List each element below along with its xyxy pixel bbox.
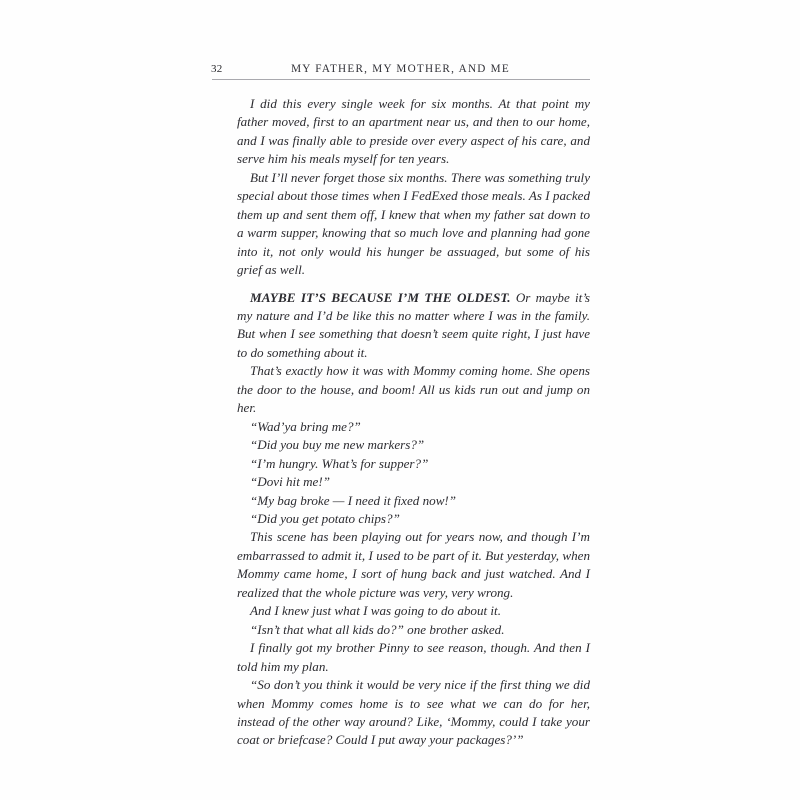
body-paragraph: But I’ll never forget those six months. There was something truly special about those times when I FedExed those meals. As I packed them up and sent them off, I knew that when my father sat down to a warm supper, knowing that so much love and planning had gone into it, not only would his hunger be assuaged, but some of his grief as well. — [237, 169, 590, 278]
dialogue-line: “My bag broke — I need it fixed now!” — [250, 492, 457, 508]
header-divider — [212, 79, 590, 80]
body-paragraph: This scene has been playing out for years now, and though I’m embarrassed to admit it, I used to be part of it. But yesterday, when Mommy came home, I sort of hung back and just watched. And I realized that the whole picture was very, very wrong. — [237, 529, 590, 600]
dialogue-line: “Wad’ya bring me?” — [250, 418, 361, 434]
dialogue-line: “Dovi hit me!” — [250, 474, 331, 490]
body-paragraph: “So don’t you think it would be very nice if the first thing we did when Mommy comes home is to see what we can do for her, instead of the other way around? Like, ‘Mommy, could I take your coat or briefcase? Could I put away your packages?’” — [237, 677, 590, 748]
section-opening-paragraph — [237, 289, 590, 363]
body-paragraph: And I knew just what I was going to do about it. — [250, 603, 501, 619]
dialogue-line: “I’m hungry. What’s for supper?” — [250, 455, 429, 471]
section-body-text: Or maybe it’s my nature and I’d be like this no matter where I was in the family. But when I see something that doesn’t seem quite right, I just have to do something about it. — [237, 289, 590, 360]
body-paragraph: That’s exactly how it was with Mommy coming home. She opens the door to the house, and boom! All us kids run out and jump on her. — [237, 363, 590, 416]
running-head — [211, 62, 590, 82]
section-lead-in: MAYBE IT’S BECAUSE I’M THE OLDEST. — [250, 289, 511, 305]
body-text-block — [237, 95, 590, 750]
dialogue-line: “Did you buy me new markers?” — [250, 437, 425, 453]
dialogue-line: “Did you get potato chips?” — [250, 510, 400, 526]
running-head-title: MY FATHER, MY MOTHER, AND ME — [291, 63, 510, 75]
page-number: 32 — [211, 63, 223, 75]
body-paragraph: “Isn’t that what all kids do?” one brother asked. — [250, 621, 505, 637]
body-paragraph: I did this every single week for six months. At that point my father moved, first to an apartment near us, and then to our home, and I was finally able to preside over every aspect of his care, and serve him his meals myself for ten years. — [237, 96, 590, 167]
body-paragraph: I finally got my brother Pinny to see reason, though. And then I told him my plan. — [237, 640, 590, 674]
